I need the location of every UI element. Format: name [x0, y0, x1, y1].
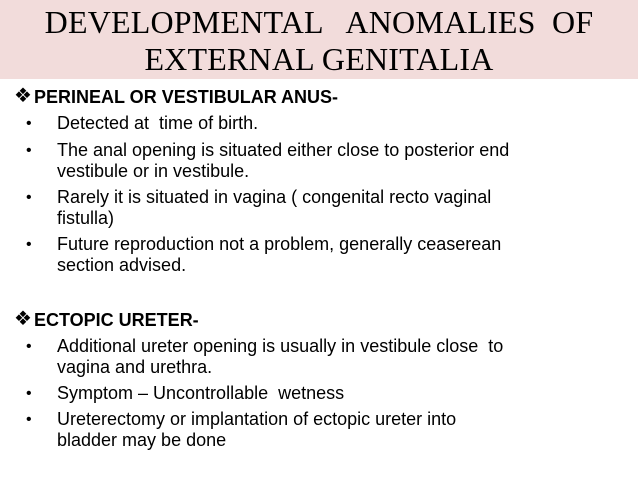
bullet-marker: • — [26, 142, 32, 159]
diamond-bullet-icon: ❖ — [14, 85, 32, 107]
bullet-marker: • — [26, 411, 32, 428]
list-item-continuation: vagina and urethra. — [57, 357, 213, 377]
section-heading-ectopic-ureter: ECTOPIC URETER- — [34, 310, 199, 330]
list-item: Ureterectomy or implantation of ectopic ureter into — [57, 409, 457, 429]
list-item-continuation: bladder may be done — [57, 430, 227, 450]
list-item-continuation: vestibule or in vestibule. — [57, 161, 250, 181]
list-item: Rarely it is situated in vagina ( congenital recto vaginal — [57, 187, 492, 207]
bullet-marker: • — [26, 338, 32, 355]
list-item: Additional ureter opening is usually in vestibule close to — [57, 336, 504, 356]
bullet-marker: • — [26, 189, 32, 206]
list-item: Symptom – Uncontrollable wetness — [57, 383, 345, 403]
bullet-marker: • — [26, 115, 32, 132]
slide-title — [0, 4, 638, 78]
bullet-marker: • — [26, 385, 32, 402]
list-item: The anal opening is situated either close to posterior end — [57, 140, 510, 160]
section-heading-perineal-anus: PERINEAL OR VESTIBULAR ANUS- — [34, 87, 339, 107]
list-item: Future reproduction not a problem, generally ceaserean — [57, 234, 502, 254]
list-item-continuation: section advised. — [57, 255, 187, 275]
list-item: Detected at time of birth. — [57, 113, 259, 133]
title-line-2: EXTERNAL GENITALIA — [144, 41, 494, 77]
diamond-bullet-icon: ❖ — [14, 308, 32, 330]
bullet-marker: • — [26, 236, 32, 253]
title-line-1: DEVELOPMENTAL ANOMALIES OF — [44, 4, 594, 40]
list-item-continuation: fistulla) — [57, 208, 115, 228]
